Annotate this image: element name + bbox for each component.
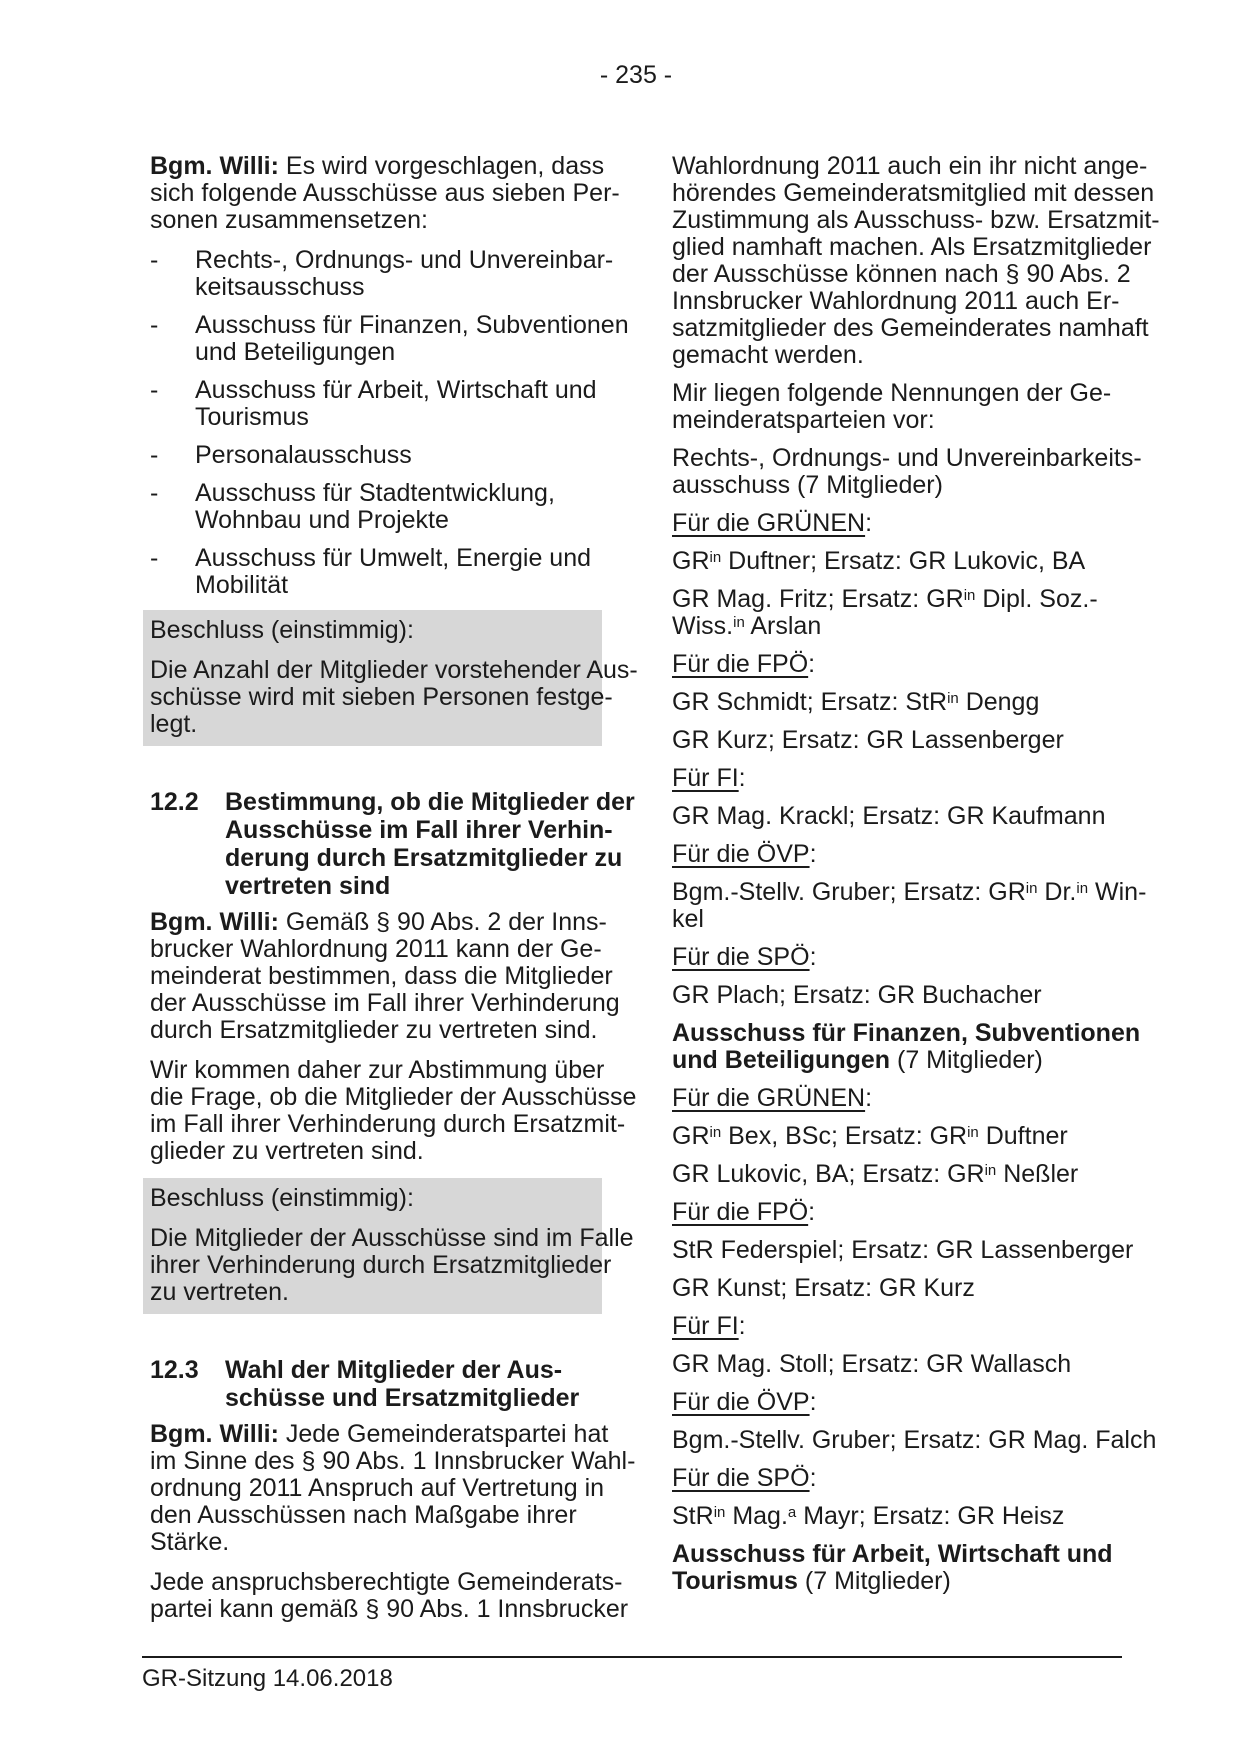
decision-text: Die Anzahl der Mitglieder vorstehender Aus- schüsse wird mit sieben Personen festge- legt. <box>150 656 638 738</box>
list-item <box>150 311 629 366</box>
paragraph: Wahlordnung 2011 auch ein ihr nicht ange- hörendes Gemeinderatsmitglied mit dessen Zustimmung als Ausschuss- bzw. Ersatzmit- glied namhaft machen. Als Ersatzmitglieder der Ausschüsse können nach § 90 Abs. 2 Innsbrucker Wahlordnung 2011 auch Er- satzmitglieder des Gemeinderates namhaft gemacht werden. <box>672 152 1160 369</box>
nomination-entry: StR$^{in}$ Mag.$^a$ Mayr; Ersatz: GR Heisz <box>672 1502 1065 1530</box>
nomination-entry: GR Plach; Ersatz: GR Buchacher <box>672 981 1042 1009</box>
list-item-text: Ausschuss für Arbeit, Wirtschaft und Tourismus <box>195 376 597 431</box>
list-item-text: Ausschuss für Umwelt, Energie und Mobilität <box>195 544 592 599</box>
speech-paragraph: Bgm. Willi: Jede Gemeinderatspartei hat im Sinne des § 90 Abs. 1 Innsbrucker Wahl- ordnung 2011 Anspruch auf Vertretung in den Ausschüssen nach Maßgabe ihrer Stärke. <box>150 1420 636 1556</box>
underlined-text: Für die SPÖ <box>672 943 810 971</box>
party-heading: Für die SPÖ: <box>672 1464 817 1492</box>
nomination-entry: Bgm.-Stellv. Gruber; Ersatz: GR Mag. Falch <box>672 1426 1157 1454</box>
left-column <box>150 152 638 1636</box>
list-item-marker: - <box>150 246 159 274</box>
underlined-text: Für die SPÖ <box>672 1464 810 1492</box>
underlined-text: Für FI <box>672 764 739 792</box>
nomination-entry: $GR^{in}$ Duftner; Ersatz: GR Lukovic, BA <box>672 547 1086 575</box>
list-item-marker: - <box>150 441 159 469</box>
superscript: in <box>713 1504 726 1521</box>
nomination-entry: Bgm.-Stellv. Gruber; Ersatz: $GR^{in}$ Dr.$^{in}$ Win- kel <box>672 878 1147 933</box>
underlined-text: Für die GRÜNEN <box>672 509 866 537</box>
list-item-text: Rechts-, Ordnungs- und Unvereinbar- keitsausschuss <box>195 246 614 301</box>
list-item-text: Ausschuss für Finanzen, Subventionen und Beteiligungen <box>195 311 629 366</box>
decision-title: Beschluss (einstimmig): <box>150 616 414 644</box>
superscript: in <box>947 690 959 707</box>
party-heading: Für die FPÖ: <box>672 1198 816 1226</box>
nomination-entry: GR Mag. Fritz; Ersatz: $GR^{in}$ Dipl. Soz.- Wiss.$^{in}$ Arslan <box>672 585 1098 640</box>
page-footer <box>142 1656 1122 1692</box>
underlined-text: Für die ÖVP <box>672 1388 810 1416</box>
paragraph: Wir kommen daher zur Abstimmung über die Frage, ob die Mitglieder der Ausschüsse im Fall ihrer Verhinderung durch Ersatzmit- glieder zu vertreten sind. <box>150 1056 637 1165</box>
party-heading: Für die ÖVP: <box>672 840 817 868</box>
list-item-text: Personalausschuss <box>195 441 412 469</box>
section-title: Wahl der Mitglieder der Aus- schüsse und Ersatzmitglieder <box>225 1356 580 1412</box>
superscript: in <box>709 1124 722 1141</box>
party-heading: Für die FPÖ: <box>672 650 816 678</box>
decision-box <box>143 1178 634 1314</box>
decision-text: Die Mitglieder der Ausschüsse sind im Falle ihrer Verhinderung durch Ersatzmitglieder zu vertreten. <box>150 1224 634 1306</box>
page-number: - 235 - <box>599 61 673 89</box>
content-columns <box>150 152 1160 1636</box>
party-heading: Für die GRÜNEN: <box>672 509 873 537</box>
superscript: in <box>967 1124 979 1141</box>
committee-heading: Ausschuss für Finanzen, Subventionen und Beteiligungen (7 Mitglieder) <box>672 1019 1141 1074</box>
underlined-text: Für FI <box>672 1312 739 1340</box>
list-item <box>150 480 602 534</box>
superscript: in <box>963 587 976 604</box>
party-heading: Für die ÖVP: <box>672 1388 817 1416</box>
speaker-name: Bgm. Willi: <box>150 908 279 936</box>
superscript: a <box>787 1504 797 1521</box>
list-item-marker: - <box>150 376 159 404</box>
section-title: Bestimmung, ob die Mitglieder der Ausschüsse im Fall ihrer Verhin- derung durch Ersatzmitglieder zu vertreten sind <box>225 788 635 900</box>
paragraph: Mir liegen folgende Nennungen der Ge- meinderatsparteien vor: <box>672 379 1112 434</box>
list-item-marker: - <box>150 479 159 507</box>
section-number: 12.3 <box>150 1356 199 1384</box>
superscript: in <box>733 614 745 631</box>
nomination-entry: GR Schmidt; Ersatz: StR$^{in}$ Dengg <box>672 688 1040 716</box>
nomination-entry: $GR^{in}$ Bex, BSc; Ersatz: $GR^{in}$ Duftner <box>672 1122 1068 1150</box>
section-heading <box>150 788 635 900</box>
superscript: in <box>709 549 722 566</box>
nomination-entry: GR Kunst; Ersatz: GR Kurz <box>672 1274 975 1302</box>
list-item-marker: - <box>150 544 159 572</box>
underlined-text: Für die FPÖ <box>672 1198 809 1226</box>
list-item-text: Ausschuss für Stadtentwicklung, Wohnbau und Projekte <box>195 479 555 534</box>
committee-list <box>150 246 629 599</box>
section-number: 12.2 <box>150 788 199 816</box>
superscript: in <box>1076 880 1089 897</box>
nomination-entry: GR Lukovic, BA; Ersatz: $GR^{in}$ Neßler <box>672 1160 1079 1188</box>
party-heading: Für die SPÖ: <box>672 943 817 971</box>
nomination-entry: StR Federspiel; Ersatz: GR Lassenberger <box>672 1236 1134 1264</box>
party-heading: Für FI: <box>672 1312 746 1340</box>
nomination-entry: GR Mag. Krackl; Ersatz: GR Kaufmann <box>672 802 1106 830</box>
superscript: in <box>1025 880 1038 897</box>
paragraph: Jede anspruchsberechtigte Gemeinderats- partei kann gemäß § 90 Abs. 1 Innsbrucker <box>150 1568 629 1623</box>
decision-title: Beschluss (einstimmig): <box>150 1184 414 1212</box>
nomination-entry: GR Kurz; Ersatz: GR Lassenberger <box>672 726 1064 754</box>
underlined-text: Für die FPÖ <box>672 650 809 678</box>
speaker-name: Bgm. Willi: <box>150 1420 279 1448</box>
list-item <box>150 377 602 431</box>
underlined-text: Für die ÖVP <box>672 840 810 868</box>
speaker-name: Bgm. Willi: <box>150 152 279 180</box>
superscript: in <box>984 1162 997 1179</box>
list-item <box>150 545 602 599</box>
right-column <box>672 152 1160 1606</box>
party-heading: Für die GRÜNEN: <box>672 1084 873 1112</box>
footer-text: GR-Sitzung 14.06.2018 <box>142 1665 393 1692</box>
section-heading <box>150 1356 602 1412</box>
decision-box <box>143 610 638 746</box>
list-item <box>150 442 602 469</box>
list-item-marker: - <box>150 311 159 339</box>
party-heading: Für FI: <box>672 764 746 792</box>
list-item <box>150 246 614 301</box>
speech-paragraph: Bgm. Willi: Es wird vorgeschlagen, dass sich folgende Ausschüsse aus sieben Per- sonen zusammensetzen: <box>150 152 620 234</box>
underlined-text: Für die GRÜNEN <box>672 1084 866 1112</box>
committee-heading: Ausschuss für Arbeit, Wirtschaft und Tourismus (7 Mitglieder) <box>672 1540 1113 1595</box>
paragraph: Rechts-, Ordnungs- und Unvereinbarkeits- ausschuss (7 Mitglieder) <box>672 444 1142 499</box>
speech-paragraph: Bgm. Willi: Gemäß § 90 Abs. 2 der Inns- brucker Wahlordnung 2011 kann der Ge- meinderat bestimmen, dass die Mitglieder der Ausschüsse im Fall ihrer Verhinderung durch Ersatzmitglieder zu vertreten sind. <box>150 908 620 1044</box>
nomination-entry: GR Mag. Stoll; Ersatz: GR Wallasch <box>672 1350 1072 1378</box>
